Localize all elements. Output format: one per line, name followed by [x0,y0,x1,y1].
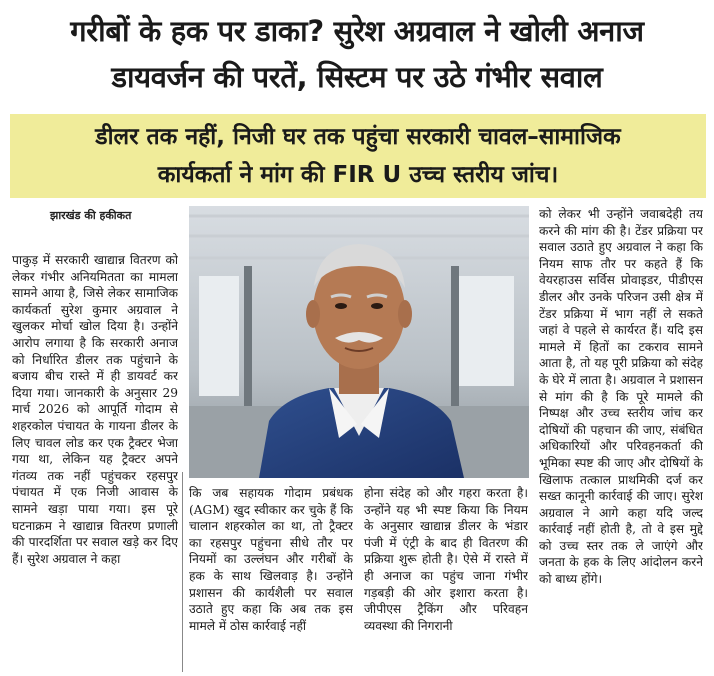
article-column-3: होना संदेह को और गहरा करता है। उन्होंने यह भी स्पष्ट किया कि नियम के अनुसार खाद्यान्न डीलर के भंडार पंजी में एंट्री के बाद ही वितरण की प्रक्रिया शुरू होती है। ऐसे में रास्ते में ही अनाज का पहुंच जाना गंभीर गड़बड़ी की ओर इशारा करता है। जीपीएस ट्रैकिंग और परिवहन व्यवस्था की निगरानी [364,486,528,633]
article-column-2: कि जब सहायक गोदाम प्रबंधक (AGM) खुद स्वीकार कर चुके हैं कि चालान शहरकोल का था, तो ट्रैक्टर का रहसपुर पहुंचना सीधे तौर पर नियमों का उल्लंघन और गरीबों के हक के साथ खिलवाड़ है। उन्होंने प्रशासन की कार्यशैली पर सवाल उठाते हुए कहा कि अब तक इस मामले में ठोस कार्रवाई नहीं [189,486,353,633]
subheadline-line-1: डीलर तक नहीं, निजी घर तक पहुंचा सरकारी चावल–सामाजिक [95,124,621,150]
byline: झारखंड की हकीकत [50,209,132,222]
subheadline [10,114,706,198]
column-divider [182,472,183,672]
subheadline-line-2: कार्यकर्ता ने मांग की FIR U उच्च स्तरीय जांच। [157,162,559,188]
headline-line-1: गरीबों के हक पर डाका? सुरेश अग्रवाल ने खोली अनाज [70,14,644,48]
headline-line-2: डायवर्जन की परतें, सिस्टम पर उठे गंभीर सवाल [111,60,603,94]
article-column-1: पाकुड़ में सरकारी खाद्यान्न वितरण को लेकर गंभीर अनियमितता का मामला सामने आया है, जिसे लेकर सामाजिक कार्यकर्ता सुरेश कुमार अग्रवाल ने खुलकर मोर्चा खोल दिया है। उन्होंने आरोप लगाया है कि सरकारी अनाज को निर्धारित डीलर तक पहुंचाने के बजाय बीच रास्ते में ही डायवर्ट कर दिया गया। जानकारी के अनुसार 29 मार्च 2026 को आपूर्ति गोदाम से शहरकोल पंचायत के गायना डीलर के लिए चावल लोड कर एक ट्रैक्टर भेजा गया था, लेकिन यह ट्रैक्टर अपने गंतव्य तक नहीं पहुंचकर रहसपुर पंचायत में एक निजी आवास के सामने खड़ा पाया गया। इस पूरे घटनाक्रम ने खाद्यान्न वितरण प्रणाली की पारदर्शिता पर सवाल खड़े कर दिए हैं। सुरेश अग्रवाल ने कहा [12,253,178,566]
headline [0,0,714,110]
portrait-photo-icon [189,206,529,478]
portrait-photo [189,206,529,478]
article-column-4: को लेकर भी उन्होंने जवाबदेही तय करने की मांग की है। टेंडर प्रक्रिया पर सवाल उठाते हुए अग्रवाल ने कहा कि नियम साफ तौर पर कहते हैं कि वेयरहाउस सर्विस प्रोवाइडर, पीडीएस डीलर और उनके परिजन उसी क्षेत्र में टेंडर प्रक्रिया में भाग नहीं ले सकते जहां वे पहले से कार्यरत हैं। यदि इस मामले में हितों का टकराव सामने आता है, तो यह पूरी प्रक्रिया को संदेह के घेरे में लाता है। अग्रवाल ने प्रशासन से मांग की है कि पूरे मामले की निष्पक्ष और उच्च स्तरीय जांच कर दोषियों की पहचान की जाए, संबंधित अधिकारियों और परिवहनकर्ता की भूमिका स्पष्ट की जाए और दोषियों के खिलाफ तत्काल प्राथमिकी दर्ज कर सख्त कानूनी कार्रवाई की जाए। सुरेश अग्रवाल ने आगे कहा यदि जल्द कार्रवाई नहीं होती है, तो वे इस मुद्दे को उच्च स्तर तक ले जाएंगे और जनता के हक के लिए आंदोलन करने को बाध्य होंगे। [539,207,703,587]
